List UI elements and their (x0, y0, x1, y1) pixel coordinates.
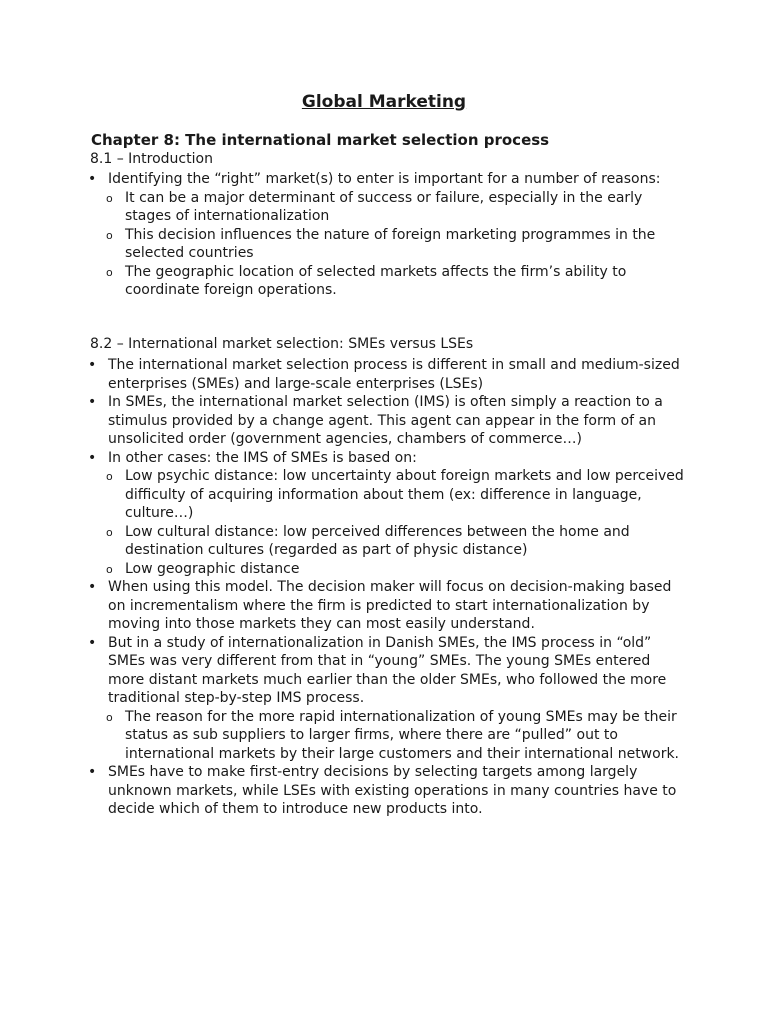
sub-bullet-text: Low psychic distance: low uncertainty about foreign markets and low perceived difficulty of acquiring information about them (ex: difference in language, culture…) (125, 468, 684, 521)
bullet-text: But in a study of internationalization in Danish SMEs, the IMS process in “old” SMEs was very different from that in “young” SMEs. The young SMEs entered more distant markets much earlier than the older SMEs, who followed the more traditional step-by-step IMS process. (108, 634, 667, 706)
circle-bullet-icon: o (106, 470, 113, 483)
circle-bullet-icon: o (106, 562, 113, 576)
section-8-1-bullet-list (88, 170, 688, 300)
bullet-item (88, 578, 688, 634)
circle-bullet-icon: o (106, 228, 113, 242)
sub-bullet-item (108, 189, 688, 226)
section-heading-8-2: 8.2 – International market selection: SMEs versus LSEs (90, 336, 474, 352)
bullet-text: Identifying the “right” market(s) to enter is important for a number of reasons: (108, 171, 661, 187)
bullet-icon: • (88, 449, 97, 466)
sub-bullet-list (108, 467, 688, 578)
bullet-item (88, 170, 688, 300)
bullet-item (88, 763, 688, 819)
sub-bullet-item (108, 263, 688, 300)
bullet-icon: • (88, 764, 97, 780)
document-title: Global Marketing (301, 92, 467, 112)
sub-bullet-text: Low cultural distance: low perceived differences between the home and destination cultures (regarded as part of physic distance) (125, 523, 630, 558)
sub-bullet-text: The geographic location of selected markets affects the firm’s ability to coordinate foreign operations. (125, 263, 627, 298)
bullet-icon: • (88, 579, 97, 595)
sub-bullet-text: The reason for the more rapid internationalization of young SMEs may be their status as sub suppliers to larger firms, where there are “pulled” out to international markets by their large customers and their international network. (125, 708, 680, 762)
circle-bullet-icon: o (106, 710, 113, 724)
sub-bullet-text: This decision influences the nature of foreign marketing programmes in the selected countries (125, 226, 656, 261)
bullet-item (88, 634, 688, 764)
circle-bullet-icon: o (106, 265, 113, 279)
sub-bullet-item (108, 560, 688, 579)
sub-bullet-item (108, 523, 688, 560)
sub-bullet-list (108, 189, 688, 300)
chapter-heading: Chapter 8: The international market selection process (91, 131, 550, 149)
bullet-text: In other cases: the IMS of SMEs is based on: (108, 449, 417, 466)
sub-bullet-item (108, 226, 688, 263)
bullet-item (88, 356, 688, 393)
bullet-item (88, 449, 688, 579)
bullet-icon: • (88, 634, 97, 651)
bullet-icon: • (88, 171, 97, 187)
bullet-icon: • (88, 357, 97, 373)
circle-bullet-icon: o (106, 525, 113, 539)
sub-bullet-text: It can be a major determinant of success or failure, especially in the early stages of internationalization (125, 189, 643, 224)
bullet-item (88, 393, 688, 449)
sub-bullet-text: Low geographic distance (125, 560, 300, 577)
bullet-icon: • (88, 394, 97, 410)
sub-bullet-item (108, 467, 688, 523)
sub-bullet-item (108, 708, 688, 764)
bullet-text: When using this model. The decision maker will focus on decision-making based on incrementalism where the firm is predicted to start internationalization by moving into those markets they can most easily understand. (108, 579, 672, 632)
bullet-text: In SMEs, the international market selection (IMS) is often simply a reaction to a stimulus provided by a change agent. This agent can appear in the form of an unsolicited order (government agencies, chambers of commerce…) (108, 394, 663, 447)
section-heading-8-1: 8.1 – Introduction (90, 151, 213, 167)
bullet-text: The international market selection process is different in small and medium-sized enterprises (SMEs) and large-scale enterprises (LSEs) (108, 357, 680, 392)
circle-bullet-icon: o (106, 191, 113, 205)
section-8-2-bullet-list (88, 356, 688, 819)
bullet-text: SMEs have to make first-entry decisions by selecting targets among largely unknown markets, while LSEs with existing operations in many countries have to decide which of them to introduce new products into. (108, 764, 677, 817)
sub-bullet-list (108, 708, 688, 764)
